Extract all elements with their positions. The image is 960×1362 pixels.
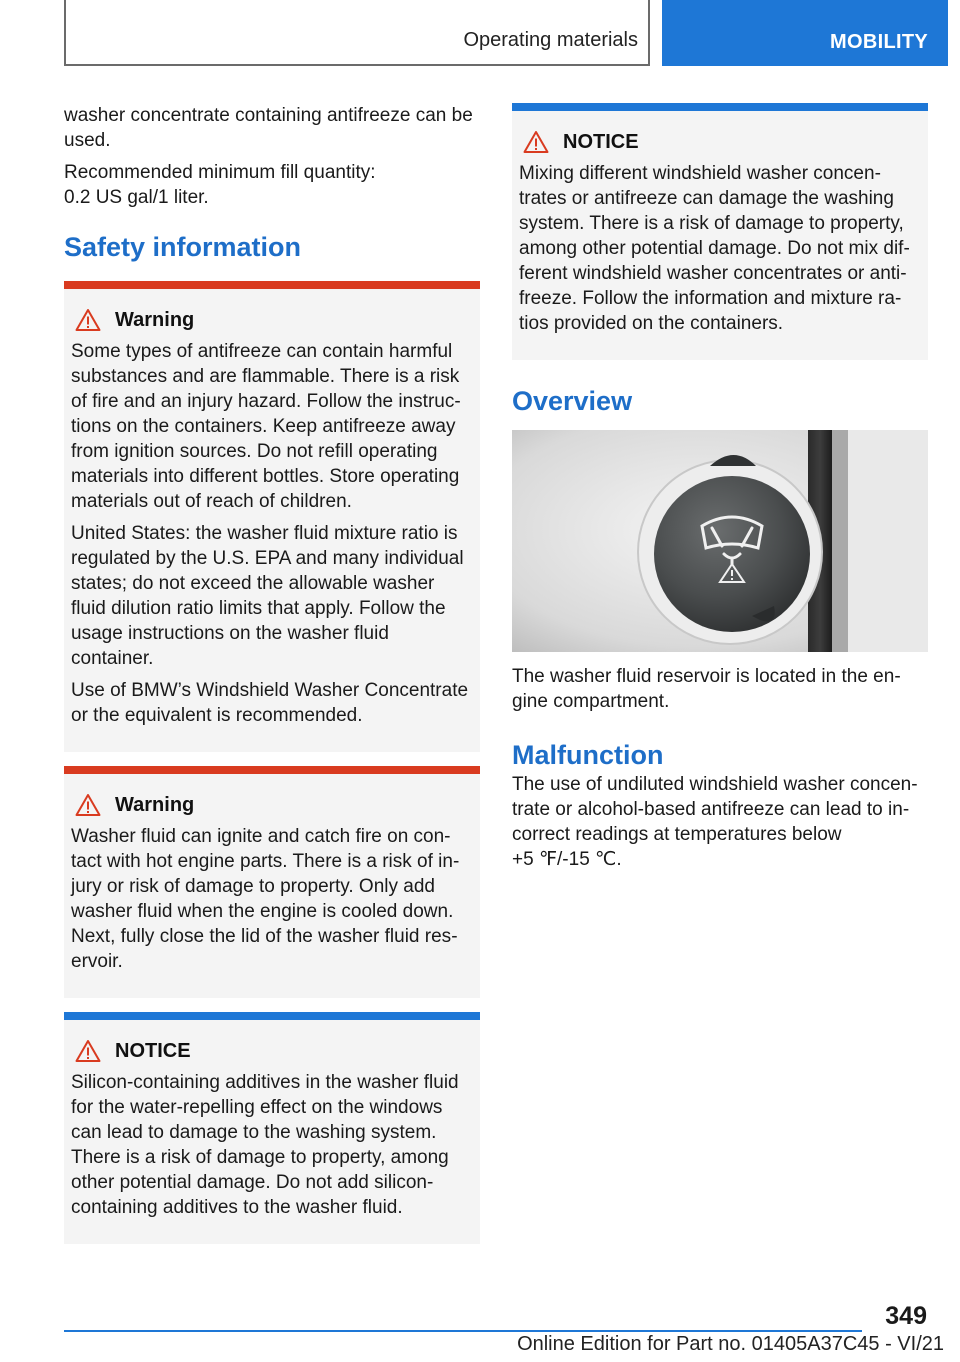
notice-box-title (519, 129, 921, 155)
notice-text: Silicon-containing additives in the washer fluid for the water-repelling effect on the windows can lead to damage to the washing system. There is a risk of damage to property, among other potential damage. Do not add silicon-containing additives to the washer fluid. (71, 1072, 459, 1218)
header-chapter-title: MOBILITY (830, 31, 928, 53)
warning-box-title (71, 792, 473, 818)
fill-quantity-paragraph (64, 160, 480, 210)
warning-triangle-icon (523, 130, 549, 154)
warning-text: Use of BMW’s Windshield Washer Concentrate or the equivalent is recommended. (71, 680, 469, 726)
malfunction-temperature: +5 ℉/-15 ℃. (512, 849, 622, 870)
page-number: 349 (885, 1302, 927, 1330)
intro-paragraph: washer concentrate containing antifreeze can be used. (64, 105, 473, 151)
warning-box-title (71, 307, 473, 333)
warning-title: Warning (115, 308, 195, 331)
heading-safety-information: Safety information (64, 232, 302, 262)
notice-title: NOTICE (115, 1039, 191, 1062)
warning-title: Warning (115, 793, 195, 816)
header-section-title: Operating materials (463, 29, 638, 51)
left-column (64, 103, 480, 1244)
heading-malfunction: Malfunction (512, 740, 664, 770)
malfunction-paragraph (512, 772, 928, 872)
fill-quantity-label: Recommended minimum fill quantity: (64, 162, 376, 183)
overview-paragraph: The washer fluid reservoir is located in the engine compartment. (512, 666, 901, 712)
footer-edition: Online Edition for Part no. 01405A37C45 - VI/21 (517, 1333, 944, 1355)
notice-box-title (71, 1038, 473, 1064)
warning-text: United States: the washer fluid mixture ratio is regulated by the U.S. EPA and many individual states; do not exceed the allowable washer fluid dilution ratio limits that apply. Follow the usage instructions on the washer fluid container. (71, 523, 464, 669)
notice-box-silicon (64, 1012, 480, 1244)
warning-text: Washer fluid can ignite and catch fire on contact with hot engine parts. There is a risk of injury or risk of damage to property. Only add washer fluid when the engine is cooled down. Next, fully close the lid of the washer fluid reservoir. (71, 826, 460, 972)
malfunction-text: The use of undiluted windshield washer concentrate or alcohol-based antifreeze can lead to incorrect readings at temperatures below (512, 774, 918, 845)
header-section-tab (64, 0, 650, 66)
warning-triangle-icon (75, 308, 101, 332)
warning-triangle-icon (75, 793, 101, 817)
header-chapter-tab (662, 0, 948, 66)
notice-text: Mixing different windshield washer concentrates or antifreeze can damage the washing system. There is a risk of damage to property, among other potential damage. Do not mix different windshield washer concentrates or antifreeze. Follow the information and mixture ratios provided on the containers. (519, 163, 910, 334)
heading-overview: Overview (512, 386, 633, 416)
warning-text: Some types of antifreeze can contain harmful substances and are flammable. There is a risk of fire and an injury hazard. Follow the instructions on the containers. Keep antifreeze away from ignition sources. Do not refill operating materials into different bottles. Store operating materials out of reach of children. (71, 341, 461, 512)
warning-box-washer-fluid (64, 766, 480, 998)
footer-divider (64, 1330, 862, 1332)
notice-box-mixing (512, 103, 928, 360)
warning-triangle-icon (75, 1039, 101, 1063)
notice-title: NOTICE (563, 130, 639, 153)
right-column (512, 103, 928, 872)
washer-reservoir-photo (512, 430, 928, 652)
warning-box-antifreeze (64, 281, 480, 752)
fill-quantity-value: 0.2 US gal/1 liter. (64, 187, 209, 208)
